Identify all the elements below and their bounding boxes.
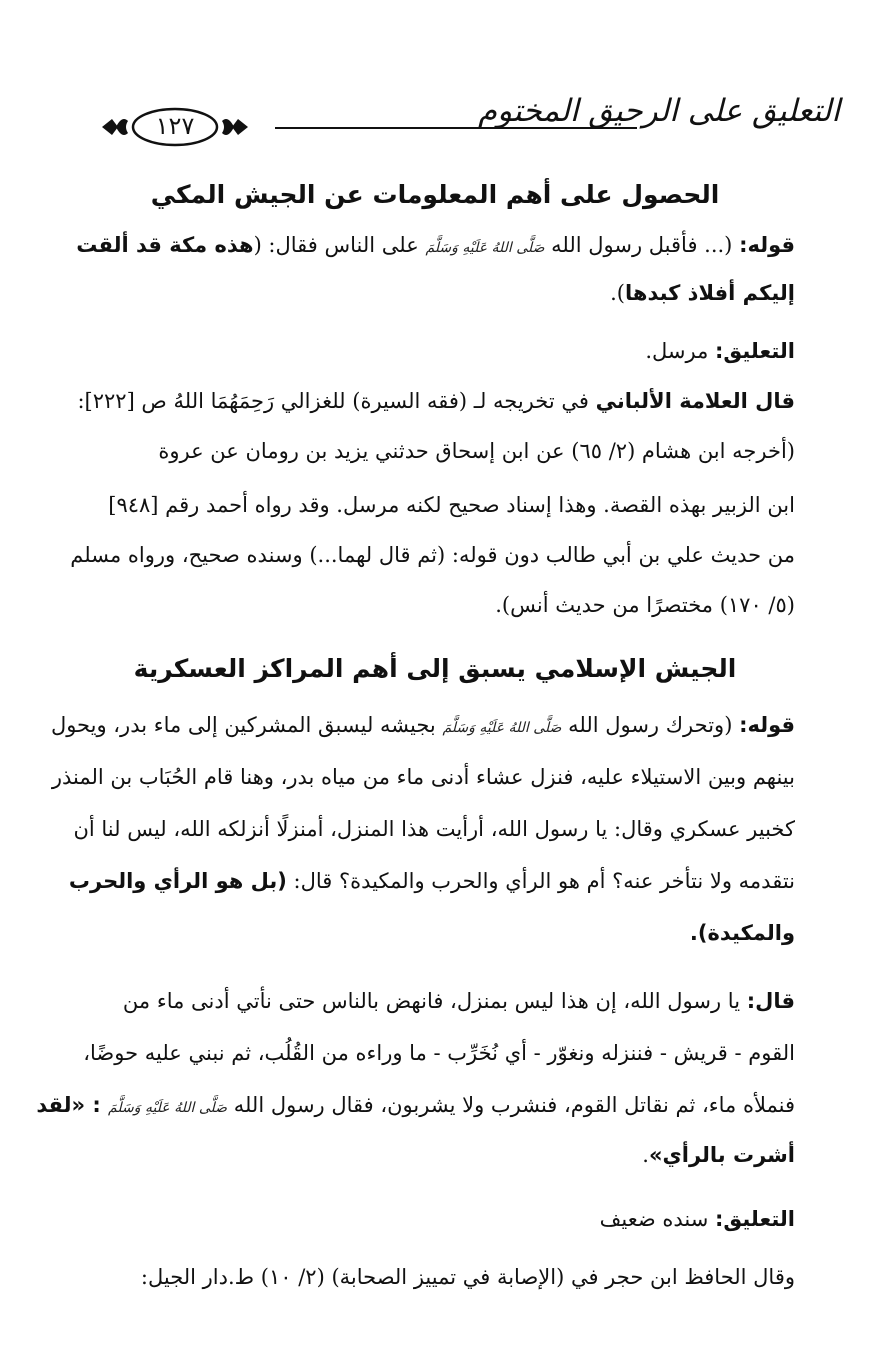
text-span: سنده ضعيف <box>599 1207 716 1231</box>
salutation-glyph: صَلَّى اللهُ عَلَيْهِ وَسَلَّمَ <box>442 720 562 736</box>
text-line: ابن الزبير بهذه القصة. وهذا إسناد صحيح لكنه مرسل. وقد رواه أحمد رقم [٩٤٨] <box>108 493 795 517</box>
text-line <box>77 230 795 263</box>
text-line <box>68 866 795 896</box>
text-line: وقال الحافظ ابن حجر في (الإصابة في تمييز الصحابة) (٢/ ١٠) ط.دار الجيل: <box>140 1265 795 1289</box>
taliq-label: التعليق: <box>715 339 795 363</box>
text-line: القوم - قريش - فننزله ونغوّر - أي نُخَرِّب - ما وراءه من القُلُب، ثم نبني عليه حوضًا، <box>83 1041 795 1065</box>
page-number: ١٢٧ <box>155 112 195 140</box>
text-span: . <box>642 1143 649 1167</box>
text-line: (أخرجه ابن هشام (٢/ ٦٥) عن ابن إسحاق حدثني يزيد بن رومان عن عروة <box>158 439 795 463</box>
header-rule <box>275 127 637 129</box>
text-span: ). <box>610 281 625 305</box>
salutation-glyph: صَلَّى اللهُ عَلَيْهِ وَسَلَّمَ <box>108 1100 228 1116</box>
text-span: في تخريجه لـ (فقه السيرة) للغزالي رَحِمَهُمَا اللهُ ص [٢٢٢]: <box>77 389 596 413</box>
hadith-quote: : «لقد <box>36 1093 109 1117</box>
hadith-quote: إليكم أفلاذ كبدها <box>625 281 795 305</box>
hadith-quote: (بل هو الرأي والحرب <box>68 869 287 893</box>
text-line <box>50 710 795 743</box>
text-line <box>77 1140 795 1170</box>
running-header <box>70 85 840 165</box>
albani-label: قال العلامة الألباني <box>595 389 795 413</box>
section-heading-2: الجيش الإسلامي يسبق إلى أهم المراكز العسكرية <box>133 654 737 683</box>
text-span: يا رسول الله، إن هذا ليس بمنزل، فانهض بالناس حتى نأتي أدنى ماء من <box>122 989 747 1013</box>
text-span: (... فأقبل رسول الله <box>544 233 740 257</box>
book-title: التعليق على الرحيق المختوم <box>477 93 840 129</box>
text-line: (٥/ ١٧٠) مختصرًا من حديث أنس). <box>495 593 795 617</box>
qawluhu-label: قوله: <box>739 233 795 257</box>
hadith-quote: والمكيدة). <box>689 921 795 945</box>
qala-label: قال: <box>746 989 795 1013</box>
text-line <box>77 336 795 366</box>
salutation-glyph: صَلَّى اللهُ عَلَيْهِ وَسَلَّمَ <box>425 240 545 256</box>
text-line <box>77 986 795 1016</box>
text-span: على الناس فقال: ( <box>253 233 426 257</box>
text-line <box>77 386 795 416</box>
text-span: مرسل. <box>645 339 716 363</box>
text-span: فنملأه ماء، ثم نقاتل القوم، فنشرب ولا يشربون، فقال رسول الله <box>227 1093 795 1117</box>
page-number-ornament <box>100 103 250 151</box>
hadith-quote: هذه مكة قد ألقت <box>76 233 254 257</box>
text-line: من حديث علي بن أبي طالب دون قوله: (ثم قال لهما...) وسنده صحيح، ورواه مسلم <box>70 543 795 567</box>
text-line: كخبير عسكري وقال: يا رسول الله، أرأيت هذا المنزل، أمنزلًا أنزلكه الله، ليس لنا أن <box>73 817 795 841</box>
text-line <box>36 1090 795 1123</box>
text-line: بينهم وبين الاستيلاء عليه، فنزل عشاء أدنى ماء من مياه بدر، وهنا قام الحُبَاب بن المنذر <box>51 765 795 789</box>
text-span: (وتحرك رسول الله <box>561 713 740 737</box>
text-span: بجيشه ليسبق المشركين إلى ماء بدر، ويحول <box>50 713 443 737</box>
hadith-quote: أشرت بالرأي» <box>648 1143 795 1167</box>
text-line <box>77 278 795 308</box>
taliq-label: التعليق: <box>715 1207 795 1231</box>
section-heading-1: الحصول على أهم المعلومات عن الجيش المكي <box>150 180 720 209</box>
text-line <box>77 918 795 948</box>
qawluhu-label: قوله: <box>739 713 795 737</box>
text-line <box>77 1204 795 1234</box>
text-span: نتقدمه ولا نتأخر عنه؟ أم هو الرأي والحرب والمكيدة؟ قال: <box>286 869 795 893</box>
